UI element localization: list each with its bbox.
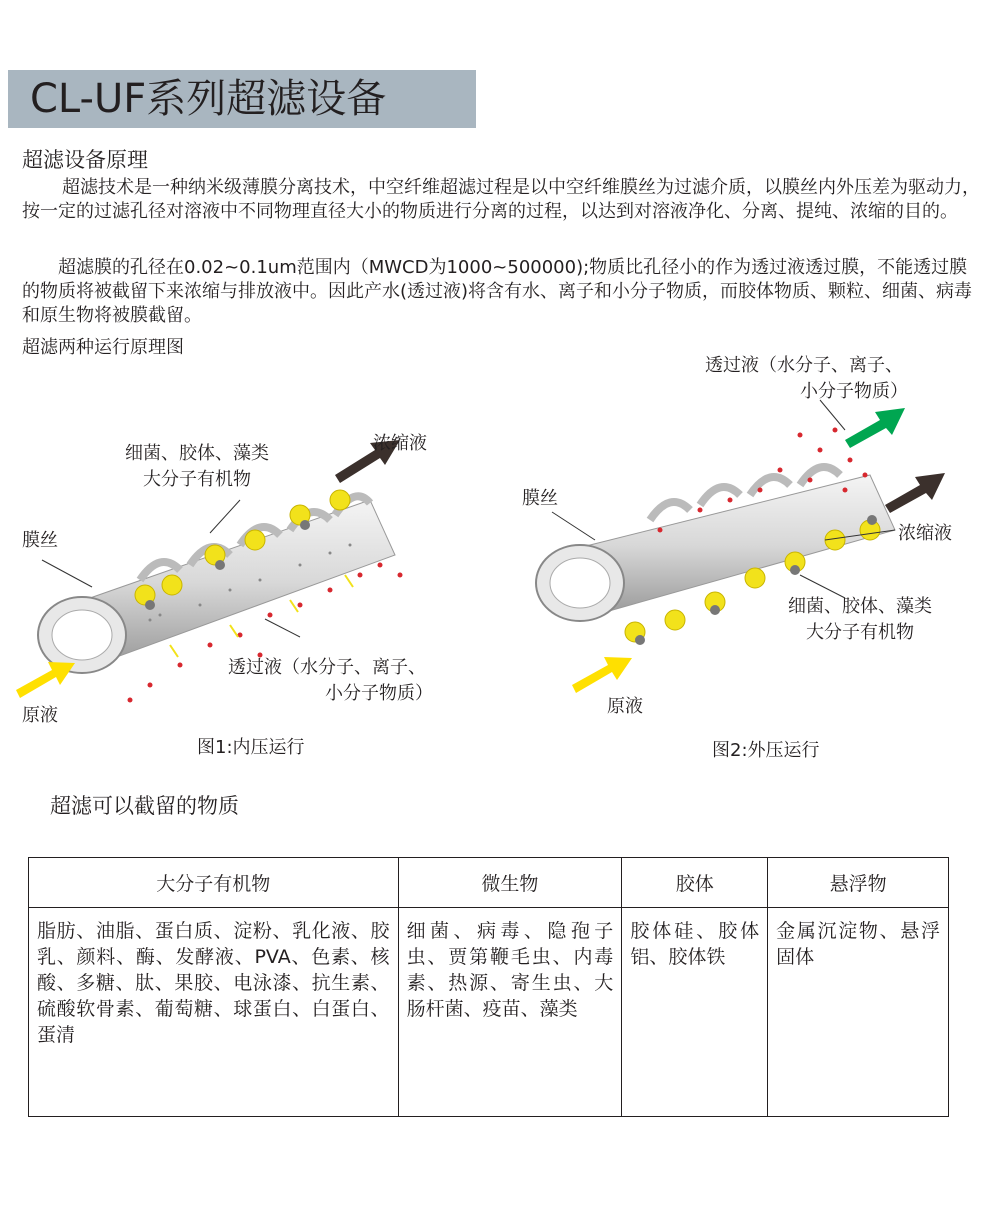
table-header-row: [29, 858, 949, 908]
table-row: [29, 908, 949, 1117]
paragraph-pore-size: 超滤膜的孔径在0.02~0.1um范围内（MWCD为1000~500000);物质比孔径小的作为透过液透过膜，不能透过膜的物质将被截留下来浓缩与排放液中。因此产水(透过液)将含有水、离子和小分子物质，而胶体物质、颗粒、细菌、病毒和原生物将被膜截留。: [22, 257, 973, 326]
fig2-label-bacteria-line1: 细菌、胶体、藻类: [788, 596, 932, 617]
fig1-label-bacteria-line1: 细菌、胶体、藻类: [125, 443, 269, 464]
page-title: CL-UF系列超滤设备: [30, 76, 387, 122]
fig2-label-membrane: 膜丝: [522, 488, 558, 509]
table-cell-organics: 脂肪、油脂、蛋白质、淀粉、乳化液、胶乳、颜料、酶、发酵液、PVA、色素、核酸、多糖、肽、果胶、电泳漆、抗生素、硫酸软骨素、葡萄糖、球蛋白、白蛋白、蛋清: [29, 908, 399, 1117]
fig2-label-bacteria-line2: 大分子有机物: [806, 622, 914, 643]
fig2-label-concentrate: 浓缩液: [898, 523, 952, 544]
table-header-organics: 大分子有机物: [29, 858, 399, 908]
title-bar: [8, 70, 476, 128]
table-header-colloids: 胶体: [622, 858, 768, 908]
table-header-microbes: 微生物: [398, 858, 622, 908]
diagram-heading: 超滤两种运行原理图: [22, 337, 184, 358]
table-cell-colloids: 胶体硅、胶体铝、胶体铁: [622, 908, 768, 1117]
table-header-suspended: 悬浮物: [768, 858, 949, 908]
retained-substances-table: [28, 857, 949, 1117]
fig2-label-permeate-line1: 透过液（水分子、离子、: [705, 355, 903, 376]
fig2-label-feed: 原液: [607, 696, 643, 717]
paragraph-principle: 超滤技术是一种纳米级薄膜分离技术，中空纤维超滤过程是以中空纤维膜丝为过滤介质，以膜丝内外压差为驱动力，按一定的过滤孔径对溶液中不同物理直径大小的物质进行分离的过程，以达到对溶液净化、分离、提纯、浓缩的目的。: [22, 177, 980, 222]
figure-external-pressure: [500, 340, 1000, 770]
fig1-label-bacteria-line2: 大分子有机物: [143, 469, 251, 490]
fiber-illustration-1: [0, 365, 500, 765]
table-heading: 超滤可以截留的物质: [50, 794, 239, 818]
fig1-label-concentrate: 浓缩液: [373, 433, 427, 454]
fig1-label-membrane: 膜丝: [22, 530, 58, 551]
table-cell-microbes: 细菌、病毒、隐孢子虫、贾第鞭毛虫、内毒素、热源、寄生虫、大肠杆菌、疫苗、藻类: [398, 908, 622, 1117]
fig1-label-permeate-line2: 小分子物质）: [325, 683, 433, 704]
fig1-label-feed: 原液: [22, 705, 58, 726]
fig1-caption: 图1:内压运行: [197, 737, 305, 758]
fiber-illustration-2: [500, 340, 1000, 770]
fig2-caption: 图2:外压运行: [712, 740, 820, 761]
figure-internal-pressure: [0, 365, 500, 765]
section-heading: 超滤设备原理: [22, 148, 148, 172]
fig1-label-permeate-line1: 透过液（水分子、离子、: [228, 657, 426, 678]
fig2-label-permeate-line2: 小分子物质）: [800, 381, 908, 402]
table-cell-suspended: 金属沉淀物、悬浮固体: [768, 908, 949, 1117]
